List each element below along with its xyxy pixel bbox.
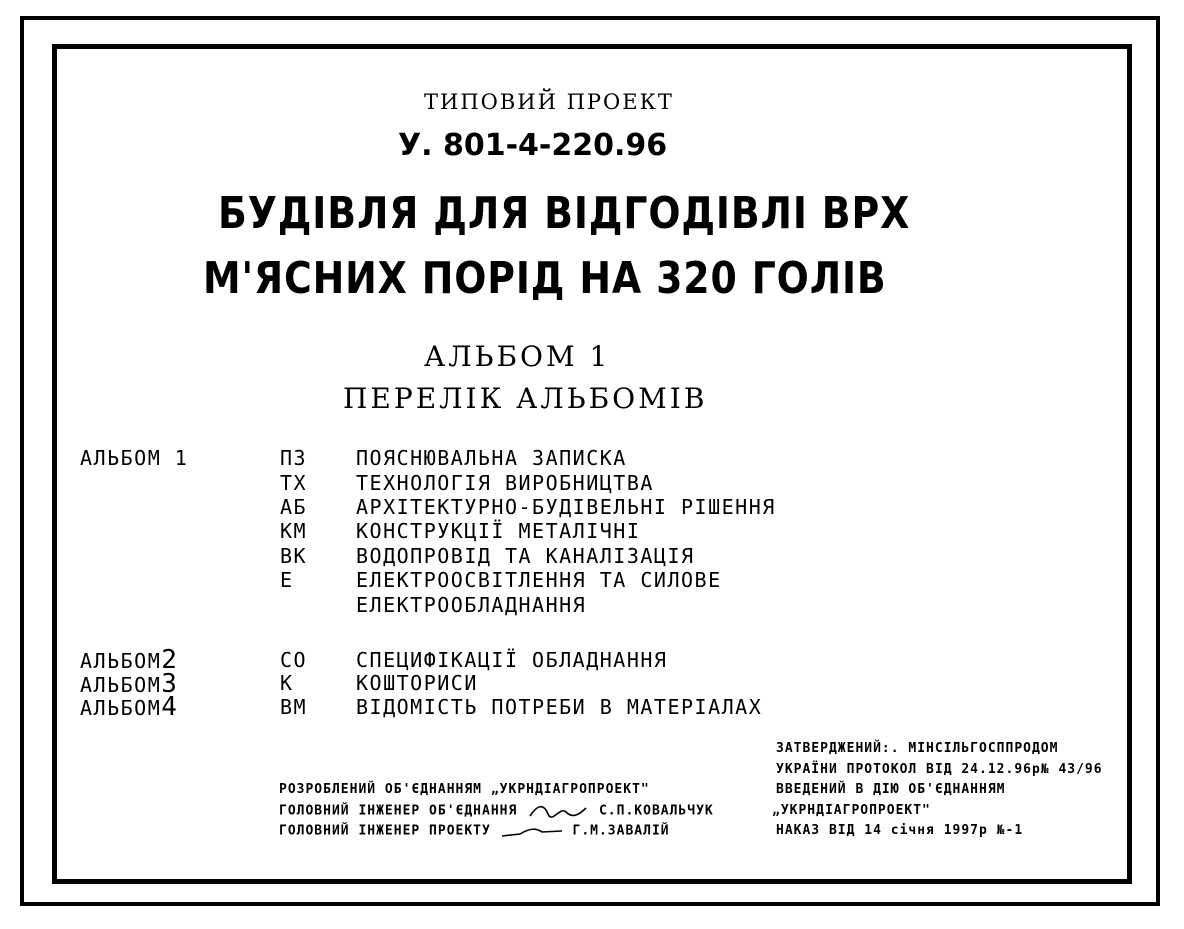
item-code: АБ: [280, 495, 308, 519]
item-code: ТХ: [280, 471, 308, 495]
item-name: ВОДОПРОВІД ТА КАНАЛІЗАЦІЯ: [356, 544, 695, 568]
approval-line-4: „УКРНДІАГРОПРОЕКТ": [772, 803, 931, 818]
item-name: КОНСТРУКЦІЇ МЕТАЛІЧНІ: [356, 519, 641, 543]
album-1-label: АЛЬБОМ 1: [80, 446, 189, 470]
album-4-label: АЛЬБОМ4: [80, 692, 179, 722]
developer-line-3: ГОЛОВНИЙ ІНЖЕНЕР ПРОЕКТУ Г.М.ЗАВАЛІЙ: [279, 823, 670, 839]
item-name: СПЕЦИФІКАЦІЇ ОБЛАДНАННЯ: [356, 648, 668, 672]
item-code: СО: [280, 648, 308, 672]
project-kind: ТИПОВИЙ ПРОЕКТ: [424, 90, 674, 114]
item-code: К: [280, 671, 294, 695]
item-name: ЕЛЕКТРООСВІТЛЕННЯ ТА СИЛОВЕ: [356, 568, 722, 592]
developer-line-2: ГОЛОВНИЙ ІНЖЕНЕР ОБ'ЄДНАННЯ С.П.КОВАЛЬЧУК: [279, 803, 714, 819]
album-heading: АЛЬБОМ 1: [424, 340, 611, 373]
signature-icon: [500, 822, 564, 840]
approval-line-3: ВВЕДЕНИЙ В ДІЮ ОБ'ЄДНАННЯМ: [776, 782, 1006, 797]
approval-line-2: УКРАЇНИ ПРОТОКОЛ ВІД 24.12.96р№ 43/96: [776, 762, 1103, 777]
item-code: ВМ: [280, 695, 308, 719]
item-name: ВІДОМІСТЬ ПОТРЕБИ В МАТЕРІАЛАХ: [356, 695, 763, 719]
project-code: У. 801-4-220.96: [398, 128, 668, 163]
title-line-1: БУДІВЛЯ ДЛЯ ВІДГОДІВЛІ ВРХ: [218, 188, 911, 239]
item-name: АРХІТЕКТУРНО-БУДІВЕЛЬНІ РІШЕННЯ: [356, 495, 776, 519]
item-code: ВК: [280, 544, 308, 568]
item-name: КОШТОРИСИ: [356, 671, 478, 695]
item-code: ПЗ: [280, 446, 308, 470]
signature-icon: [526, 802, 590, 820]
item-name: ПОЯСНЮВАЛЬНА ЗАПИСКА: [356, 446, 627, 470]
item-code: КМ: [280, 519, 308, 543]
developer-line-1: РОЗРОБЛЕНИЙ ОБ'ЄДНАННЯМ „УКРНДІАГРОПРОЕКТ": [279, 782, 650, 797]
approval-line-1: ЗАТВЕРДЖЕНИЙ:. МІНСІЛЬГОСППРОДОМ: [776, 741, 1059, 756]
item-name: ЕЛЕКТРООБЛАДНАННЯ: [356, 593, 587, 617]
approval-line-5: НАКАЗ ВІД 14 січня 1997р №-1: [776, 823, 1024, 838]
album-2-label: АЛЬБОМ2: [80, 645, 179, 675]
album-3-label: АЛЬБОМ3: [80, 669, 179, 699]
item-name: ТЕХНОЛОГІЯ ВИРОБНИЦТВА: [356, 471, 654, 495]
album-subheading: ПЕРЕЛІК АЛЬБОМІВ: [343, 382, 708, 415]
title-line-2: М'ЯСНИХ ПОРІД НА 320 ГОЛІВ: [203, 253, 887, 304]
item-code: Е: [280, 568, 294, 592]
